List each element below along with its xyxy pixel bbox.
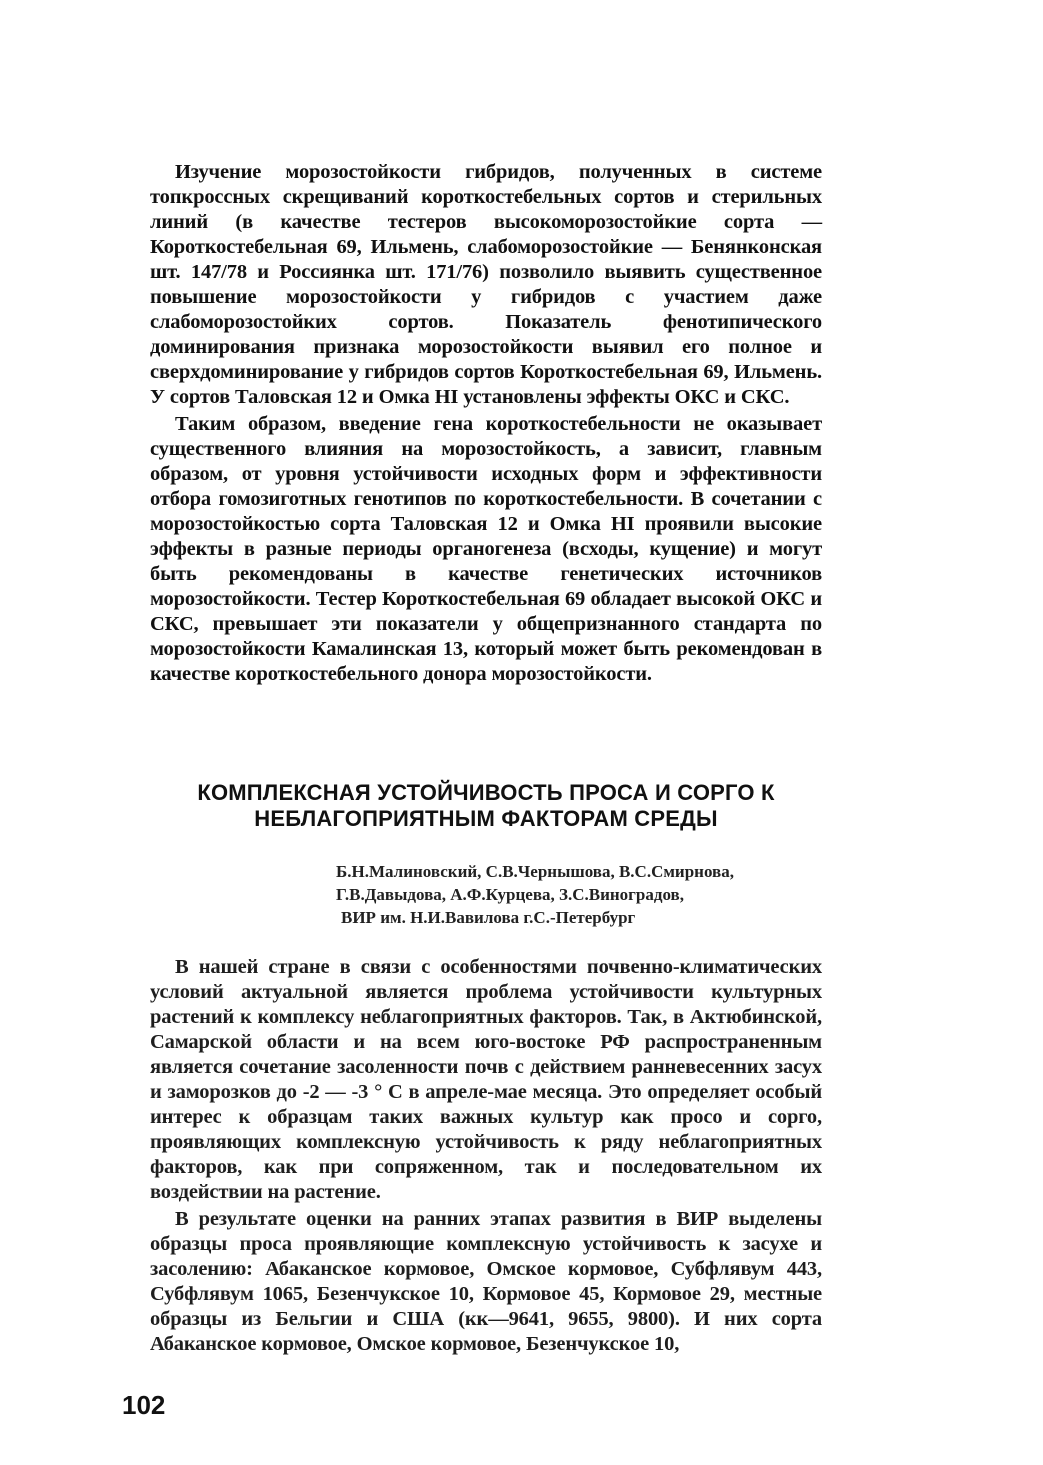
authors-line: Б.Н.Малиновский, С.В.Чернышова, В.С.Смирнова, bbox=[336, 862, 734, 881]
paragraph: Изучение морозостойкости гибридов, полученных в системе топкроссных скрещиваний короткостебельных сортов и стерильных линий (в качестве тестеров высокоморозостойкие сорта — Короткостебельная 69, Ильмень, слабоморозостойкие — Бенянконская шт. 147/78 и Россиянка шт. 171/76) позволило выявить существенное повышение морозостойкости у гибридов с участием даже слабоморозостойких сортов. Показатель фенотипического доминирования признака морозостойкости выявил его полное и сверхдоминирование у гибридов сортов Короткостебельная 69, Ильмень. У сортов Таловская 12 и Омка НI установлены эффекты ОКС и СКС. bbox=[150, 161, 822, 408]
section-text-block bbox=[150, 160, 822, 687]
author-list bbox=[336, 860, 856, 929]
paragraph: В нашей стране в связи с особенностями почвенно-климатических условий актуальной является проблема устойчивости культурных растений к комплексу неблагоприятных факторов. Так, в Актюбинской, Самарской области и на всем юго-востоке РФ распространенным является сочетание засоленности почв с действием ранневесенних засух и заморозков до -2 — -3 ° С в апреле-мае месяца. Это определяет особый интерес к образцам таких важных культур как просо и сорго, проявляющих комплексную устойчивость к ряду неблагоприятных факторов, как при сопряженном, так и последовательном их воздействии на растение. bbox=[150, 956, 822, 1203]
article-title-line: НЕБЛАГОПРИЯТНЫМ ФАКТОРАМ СРЕДЫ bbox=[254, 806, 718, 831]
article-title bbox=[130, 780, 842, 832]
affiliation: ВИР им. Н.И.Вавилова г.С.-Петербург bbox=[341, 908, 636, 927]
paragraph: В результате оценки на ранних этапах развития в ВИР выделены образцы проса проявляющие комплексную устойчивость к засухе и засолению: Абаканское кормовое, Омское кормовое, Субфлявум 443, Субфлявум 1065, Безенчукское 10, Кормовое 45, Кормовое 29, местные образцы из Бельгии и США (кк—9641, 9655, 9800). И них сорта Абаканское кормовое, Омское кормовое, Безенчукское 10, bbox=[150, 1208, 822, 1355]
article-title-line: КОМПЛЕКСНАЯ УСТОЙЧИВОСТЬ ПРОСА И СОРГО К bbox=[197, 780, 775, 805]
page-number: 102 bbox=[122, 1390, 166, 1420]
article-text-block bbox=[150, 955, 822, 1357]
paragraph: Таким образом, введение гена короткостебельности не оказывает существенного влияния на морозостойкость, а зависит, главным образом, от уровня устойчивости исходных форм и эффективности отбора гомозиготных генотипов по короткостебельности. В сочетании с морозостойкостью сорта Таловская 12 и Омка НI проявили высокие эффекты в разные периоды органогенеза (всходы, кущение) и могут быть рекомендованы в качестве генетических источников морозостойкости. Тестер Короткостебельная 69 обладает высокой ОКС и СКС, превышает эти показатели у общепризнанного стандарта по морозостойкости Камалинская 13, который может быть рекомендован в качестве короткостебельного донора морозостойкости. bbox=[150, 413, 822, 685]
authors-line: Г.В.Давыдова, А.Ф.Курцева, З.С.Виноградов, bbox=[336, 885, 684, 904]
